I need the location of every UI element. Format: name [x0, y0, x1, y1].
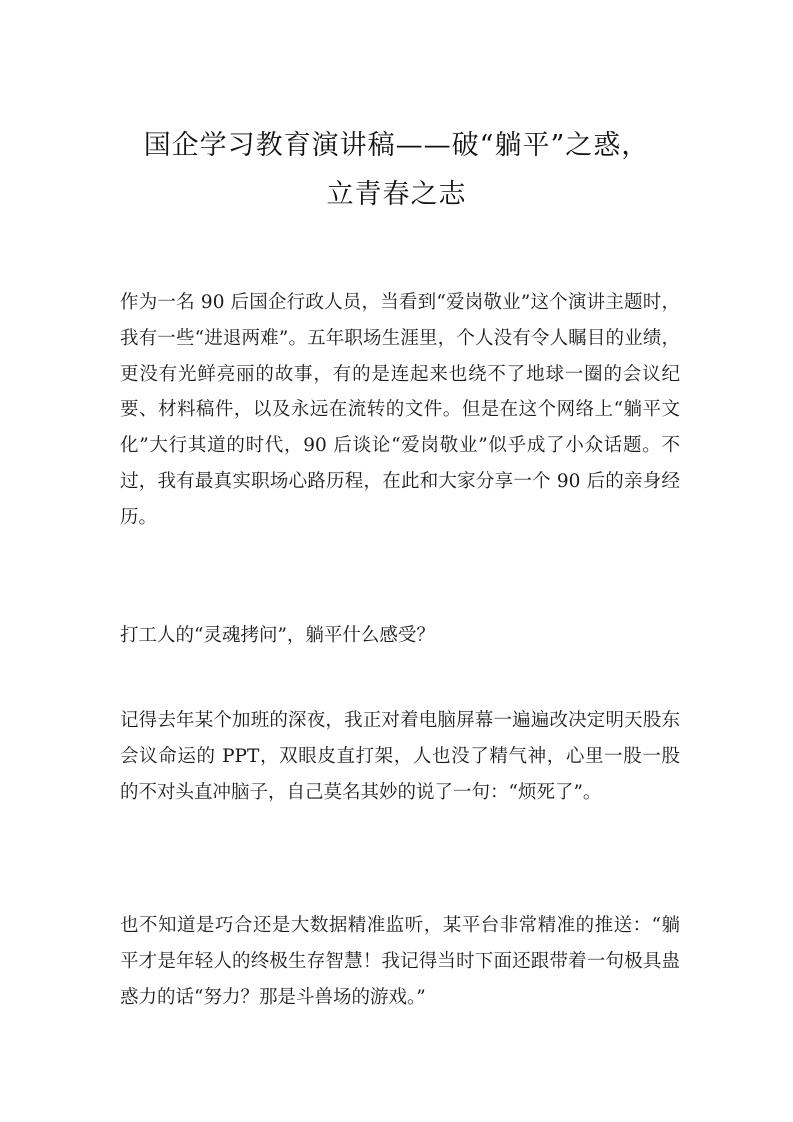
paragraph-platform-push: 也不知道是巧合还是大数据精准监听，某平台非常精准的推送：“躺平才是年轻人的终极生存智慧！我记得当时下面还跟带着一句极具蛊惑力的话“努力？那是斗兽场的游戏。”: [120, 915, 680, 1008]
paragraph-section-heading: 打工人的“灵魂拷问”，躺平什么感受？: [120, 625, 435, 646]
paragraph-intro: 作为一名 90 后国企行政人员，当看到“爱岗敬业”这个演讲主题时，我有一些“进退两难”。五年职场生涯里，个人没有令人瞩目的业绩，更没有光鲜亮丽的故事，有的是连起来也绕不了地球一圈的会议纪要、材料稿件，以及永远在流转的文件。但是在这个网络上“躺平文化”大行其道的时代，90 后谈论“爱岗敬业”似乎成了小众话题。不过，我有最真实职场心路历程，在此和大家分享一个 90 后的亲身经历。: [120, 292, 680, 528]
paragraph-overtime-night: 记得去年某个加班的深夜，我正对着电脑屏幕一遍遍改决定明天股东会议命运的 PPT，双眼皮直打架，人也没了精气神，心里一股一股的不对头直冲脑子，自己莫名其妙的说了一句：“烦死了”。: [120, 710, 680, 803]
document-title-line-2: 立青春之志: [326, 179, 467, 210]
document-title-line-1: 国企学习教育演讲稿——破“躺平”之惑，: [143, 130, 650, 161]
